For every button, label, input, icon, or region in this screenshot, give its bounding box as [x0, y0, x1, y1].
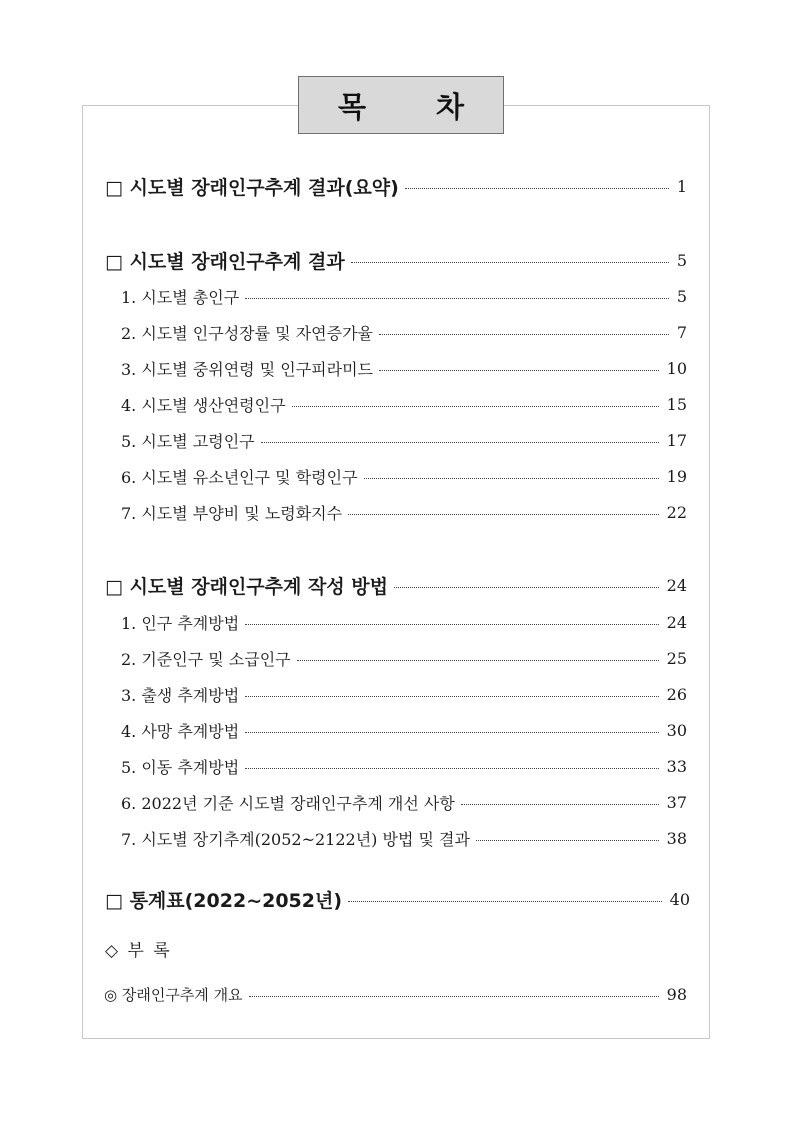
- toc-item-label: 2. 기준인구 및 소급인구: [121, 649, 291, 669]
- toc-item[interactable]: [0, 353, 793, 383]
- toc-item[interactable]: [0, 823, 793, 853]
- toc-page-number: 15: [666, 394, 687, 414]
- page-title: 목 차: [298, 76, 504, 134]
- leader-dots: [292, 406, 659, 407]
- toc-page-number: 30: [666, 720, 687, 740]
- toc-section-results[interactable]: [0, 245, 793, 275]
- toc-item[interactable]: [0, 715, 793, 745]
- toc-page-number: 19: [666, 466, 687, 486]
- leader-dots: [351, 262, 669, 263]
- toc-section-summary[interactable]: [0, 171, 793, 201]
- toc-item[interactable]: [0, 607, 793, 637]
- toc-item-label: 4. 사망 추계방법: [121, 721, 240, 741]
- toc-item-label: 5. 시도별 고령인구: [121, 431, 255, 451]
- toc-section-label: □ 시도별 장래인구추계 결과: [105, 250, 345, 273]
- toc-section-methods[interactable]: [0, 570, 793, 600]
- toc-item[interactable]: [0, 389, 793, 419]
- toc-appendix-item[interactable]: [0, 979, 793, 1009]
- leader-dots: [245, 768, 658, 769]
- leader-dots: [261, 442, 659, 443]
- toc-item[interactable]: [0, 461, 793, 491]
- leader-dots: [245, 298, 669, 299]
- toc-page-number: 5: [676, 286, 687, 306]
- toc-section-label: □ 통계표(2022~2052년): [105, 889, 343, 912]
- leader-dots: [245, 696, 658, 697]
- toc-item[interactable]: [0, 787, 793, 817]
- toc-page-number: 26: [666, 684, 687, 704]
- toc-page-number: 7: [676, 322, 687, 342]
- toc-item-label: 3. 시도별 중위연령 및 인구피라미드: [121, 359, 373, 379]
- toc-item[interactable]: [0, 643, 793, 673]
- toc-page-number: 10: [666, 358, 687, 378]
- leader-dots: [379, 334, 669, 335]
- toc-page-number: 98: [666, 984, 687, 1004]
- toc-page-number: 40: [669, 889, 690, 909]
- toc-page-number: 24: [666, 612, 687, 632]
- leader-dots: [348, 514, 659, 515]
- leader-dots: [405, 188, 669, 189]
- toc-page-number: 5: [676, 250, 687, 270]
- toc-item-label: 3. 출생 추계방법: [121, 685, 240, 705]
- toc-page-number: 38: [666, 828, 687, 848]
- leader-dots: [297, 660, 659, 661]
- toc-page-number: 25: [666, 648, 687, 668]
- toc-item[interactable]: [0, 317, 793, 347]
- toc-page-number: 22: [666, 502, 687, 522]
- toc-item-label: 4. 시도별 생산연령인구: [121, 395, 286, 415]
- toc-page-number: 33: [666, 756, 687, 776]
- toc-item-label: 6. 2022년 기준 시도별 장래인구추계 개선 사항: [121, 793, 455, 813]
- leader-dots: [394, 587, 659, 588]
- leader-dots: [461, 804, 659, 805]
- toc-item[interactable]: [0, 679, 793, 709]
- toc-item-label: 7. 시도별 장기추계(2052~2122년) 방법 및 결과: [121, 829, 470, 849]
- toc-item[interactable]: [0, 497, 793, 527]
- toc-section-label: □ 시도별 장래인구추계 작성 방법: [105, 575, 389, 598]
- toc-item[interactable]: [0, 425, 793, 455]
- toc-item-label: 2. 시도별 인구성장률 및 자연증가율: [121, 323, 373, 343]
- toc-page-number: 1: [676, 176, 687, 196]
- toc-item-label: 1. 시도별 총인구: [121, 287, 240, 307]
- leader-dots: [379, 370, 659, 371]
- leader-dots: [476, 840, 659, 841]
- toc-item[interactable]: [0, 751, 793, 781]
- toc-section-tables[interactable]: [0, 884, 793, 914]
- leader-dots: [249, 996, 659, 997]
- toc-item[interactable]: [0, 281, 793, 311]
- appendix-heading: ◇ 부 록: [105, 941, 172, 961]
- toc-item-label: 6. 시도별 유소년인구 및 학령인구: [121, 467, 358, 487]
- leader-dots: [245, 732, 658, 733]
- toc-page-number: 24: [666, 575, 687, 595]
- toc-page-number: 17: [666, 430, 687, 450]
- toc-item-label: 1. 인구 추계방법: [121, 613, 240, 633]
- toc-item-label: 7. 시도별 부양비 및 노령화지수: [121, 503, 343, 523]
- toc-page-number: 37: [666, 792, 687, 812]
- toc-item-label: 5. 이동 추계방법: [121, 757, 240, 777]
- toc-item-label: ◎ 장래인구추계 개요: [104, 985, 243, 1004]
- leader-dots: [245, 624, 658, 625]
- leader-dots: [348, 901, 662, 902]
- toc-section-label: □ 시도별 장래인구추계 결과(요약): [105, 176, 399, 199]
- leader-dots: [364, 478, 659, 479]
